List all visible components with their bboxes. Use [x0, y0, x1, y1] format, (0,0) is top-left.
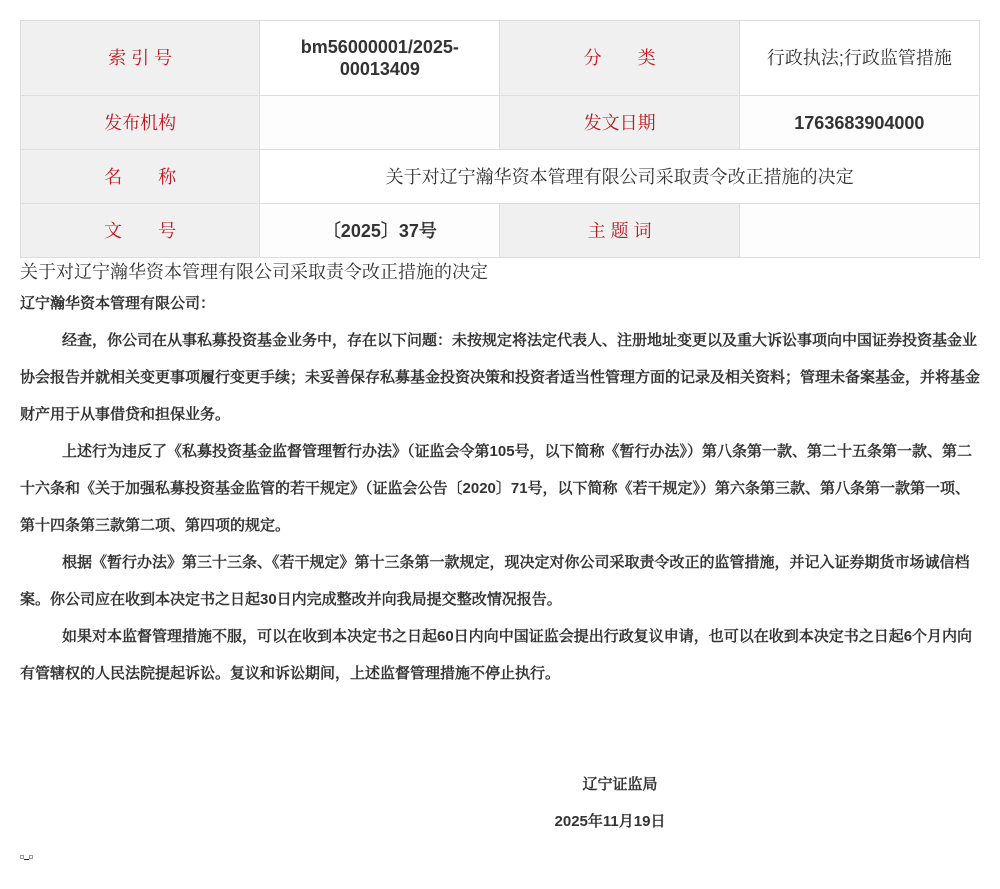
doc-number-value: 〔2025〕37号: [260, 204, 500, 258]
category-label: 分 类: [500, 21, 739, 96]
paragraph-findings: 经查，你公司在从事私募投资基金业务中，存在以下问题：未按规定将法定代表人、注册地址变更以及重大诉讼事项向中国证券投资基金业协会报告并就相关变更事项履行变更手续；未妥善保存私募基金投资决策和投资者适当性管理方面的记录及相关资料；管理未备案基金，并将基金财产用于从事借贷和担保业务。: [20, 332, 981, 423]
table-row: [21, 204, 980, 258]
paragraph-appeal: 如果对本监督管理措施不服，可以在收到本决定书之日起60日内向中国证监会提出行政复议申请，也可以在收到本决定书之日起6个月内向有管辖权的人民法院提起诉讼。复议和诉讼期间，上述监督管理措施不停止执行。: [20, 628, 973, 682]
signature-organization: 辽宁证监局: [582, 776, 658, 793]
document-metadata: [20, 20, 980, 258]
table-row: [21, 96, 980, 150]
issuer-label: 发布机构: [21, 96, 260, 150]
index-number-value: bm56000001/2025-00013409: [260, 21, 500, 96]
missing-glyph-icon: [20, 855, 33, 863]
document-body: [20, 322, 982, 692]
index-number-label: 索 引 号: [21, 21, 260, 96]
paragraph-decision: 根据《暂行办法》第三十三条、《若干规定》第十三条第一款规定，现决定对你公司采取责令改正的监管措施，并记入证券期货市场诚信档案。你公司应在收到本决定书之日起30日内完成整改并向我局提交整改情况报告。: [20, 554, 970, 608]
issue-date-value: 1763683904000: [739, 96, 979, 150]
category-value: 行政执法;行政监管措施: [739, 21, 979, 96]
addressee: 辽宁瀚华资本管理有限公司：: [20, 295, 216, 312]
paragraph-violations: 上述行为违反了《私募投资基金监督管理暂行办法》（证监会令第105号，以下简称《暂行办法》）第八条第一款、第二十五条第一款、第二十六条和《关于加强私募投资基金监管的若干规定》（证监会公告〔2020〕71号，以下简称《若干规定》）第六条第三款、第八条第一款第一项、第十四条第三款第二项、第四项的规定。: [20, 443, 973, 534]
issue-date-label: 发文日期: [500, 96, 739, 150]
doc-name-value: 关于对辽宁瀚华资本管理有限公司采取责令改正措施的决定: [260, 150, 980, 204]
doc-name-label: 名 称: [21, 150, 260, 204]
doc-number-label: 文 号: [21, 204, 260, 258]
table-row: [21, 21, 980, 96]
document-title: 关于对辽宁瀚华资本管理有限公司采取责令改正措施的决定: [20, 262, 488, 282]
table-row: [21, 150, 980, 204]
keywords-value: [739, 204, 979, 258]
signature-date: 2025年11月19日: [554, 813, 666, 830]
metadata-table: [20, 20, 980, 258]
issuer-value: [260, 96, 500, 150]
keywords-label: 主 题 词: [500, 204, 739, 258]
